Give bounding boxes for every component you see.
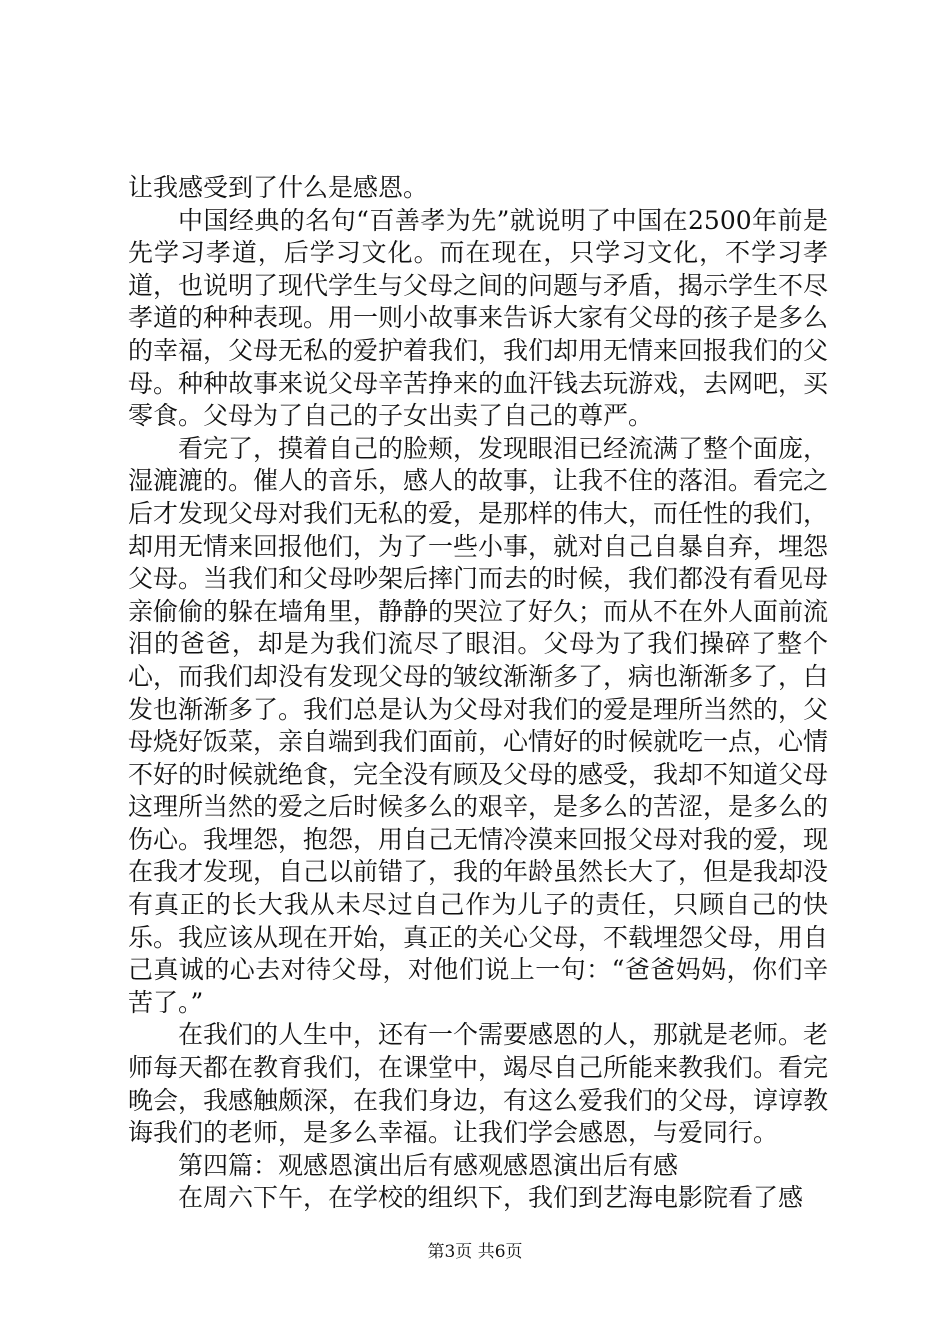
paragraph-part-four-start: 在周六下午，在学校的组织下，我们到艺海电影院看了感 [178, 1183, 804, 1213]
paragraph-reflection-parents: 看完了，摸着自己的脸颊，发现眼泪已经流满了整个面庞，湿漉漉的。催人的音乐，感人的故事，让我不住的落泪。看完之后才发现父母对我们无私的爱，是那样的伟大，而任性的我们，却用无情来回报他们，为了一些小事，就对自己自暴自弃，埋怨父母。当我们和父母吵架后摔门而去的时候，我们都没有看见母亲偷偷的躲在墙角里，静静的哭泣了好久；而从不在外人面前流泪的爸爸，却是为我们流尽了眼泪。父母为了我们操碎了整个心，而我们却没有发现父母的皱纹渐渐多了，病也渐渐多了，白发也渐渐多了。我们总是认为父母对我们的爱是理所当然的，父母烧好饭菜，亲自端到我们面前，心情好的时候就吃一点，心情不好的时候就绝食，完全没有顾及父母的感受，我却不知道父母这理所当然的爱之后时候多么的艰辛，是多么的苦涩，是多么的伤心。我埋怨，抱怨，用自己无情冷漠来回报父母对我的爱，现在我才发现，自己以前错了，我的年龄虽然长大了，但是我却没有真正的长大我从未尽过自己作为儿子的责任，只顾自己的快乐。我应该从现在开始，真正的关心父母，不载埋怨父母，用自己真诚的心去对待父母，对他们说上一句：“爸爸妈妈，你们辛苦了。” [128, 433, 829, 1017]
section-heading-part-four: 第四篇：观感恩演出后有感观感恩演出后有感 [178, 1150, 679, 1180]
paragraph-filial-piety: 中国经典的名句“百善孝为先”就说明了中国在2500年前是先学习孝道，后学习文化。而在现在，只学习文化，不学习孝道，也说明了现代学生与父母之间的问题与矛盾，揭示学生不尽孝道的种种表现。用一则小故事来告诉大家有父母的孩子是多么的幸福，父母无私的爱护着我们，我们却用无情来回报我们的父母。种种故事来说父母辛苦挣来的血汗钱去玩游戏，去网吧，买零食。父母为了自己的子女出卖了自己的尊严。 [128, 205, 829, 431]
document-body [128, 172, 828, 1215]
paragraph-teachers: 在我们的人生中，还有一个需要感恩的人，那就是老师。老师每天都在教育我们，在课堂中，竭尽自己所能来教我们。看完晚会，我感触颇深，在我们身边，有这么爱我们的父母，谆谆教诲我们的老师，是多么幸福。让我们学会感恩，与爱同行。 [128, 1020, 829, 1148]
page-number-footer: 第3页 共6页 [427, 1242, 523, 1262]
paragraph-continuation: 让我感受到了什么是感恩。 [128, 173, 429, 202]
